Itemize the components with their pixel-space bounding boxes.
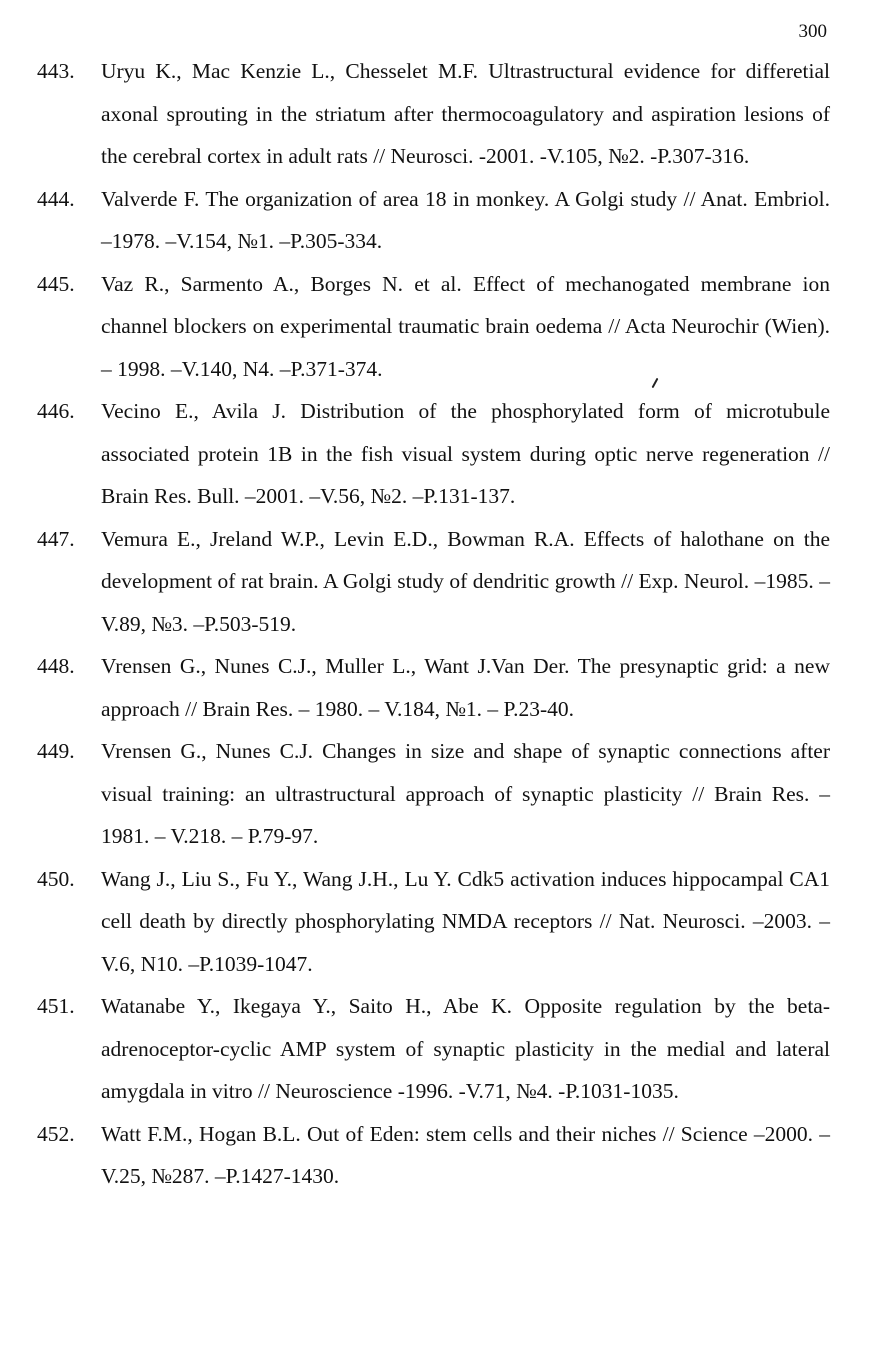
reference-number: 451. [37, 994, 75, 1018]
reference-text: Vecino E., Avila J. Distribution of the phosphorylated form of microtubule associated protein 1B in the fish visual system during optic nerve regeneration // Brain Res. Bull. –2001. –V.56, №2. –P.131-137. [101, 399, 830, 508]
reference-number: 449. [37, 739, 75, 763]
reference-number: 447. [37, 526, 75, 551]
reference-item [0, 390, 869, 518]
reference-number: 443. [37, 59, 75, 83]
reference-text: Valverde F. The organization of area 18 in monkey. A Golgi study // Anat. Embriol. –1978. –V.154, №1. –P.305-334. [101, 186, 830, 253]
reference-text: Vrensen G., Nunes C.J. Changes in size and shape of synaptic connections after visual training: an ultrastructural approach of synaptic plasticity // Brain Res. – 1981. – V.218. – P.79-97. [101, 739, 830, 848]
reference-item [0, 1113, 869, 1198]
reference-item [0, 50, 869, 178]
reference-number: 452. [37, 1121, 75, 1146]
reference-text: Vaz R., Sarmento A., Borges N. et al. Effect of mechanogated membrane ion channel blockers on experimental traumatic brain oedema // Acta Neurochir (Wien). – 1998. –V.140, N4. –P.371-374. [101, 271, 830, 381]
reference-number: 448. [37, 654, 75, 678]
reference-number: 446. [37, 399, 75, 423]
reference-list [0, 50, 869, 1198]
reference-item [0, 858, 869, 986]
reference-text: Watanabe Y., Ikegaya Y., Saito H., Abe K. Opposite regulation by the beta-adrenoceptor-cyclic AMP system of synaptic plasticity in the medial and lateral amygdala in vitro // Neuroscience -1996. -V.71, №4. -P.1031-1035. [101, 994, 830, 1103]
reference-item [0, 985, 869, 1113]
reference-text: Uryu K., Mac Kenzie L., Chesselet M.F. Ultrastructural evidence for differetial axonal sprouting in the striatum after thermocoagulatory and aspiration lesions of the cerebral cortex in adult rats // Neurosci. -2001. -V.105, №2. -P.307-316. [101, 59, 830, 168]
reference-number: 445. [37, 271, 75, 296]
reference-text: Watt F.M., Hogan B.L. Out of Eden: stem cells and their niches // Science –2000. –V.25, №287. –P.1427-1430. [101, 1121, 830, 1188]
reference-item [0, 645, 869, 730]
reference-text: Vemura E., Jreland W.P., Levin E.D., Bowman R.A. Effects of halothane on the development of rat brain. A Golgi study of dendritic growth // Exp. Neurol. –1985. –V.89, №3. –P.503-519. [101, 526, 830, 636]
reference-item [0, 263, 869, 391]
page-number: 300 [798, 21, 827, 42]
reference-text: Wang J., Liu S., Fu Y., Wang J.H., Lu Y. Cdk5 activation induces hippocampal CA1 cell death by directly phosphorylating NMDA receptors // Nat. Neurosci. –2003. –V.6, N10. –P.1039-1047. [101, 866, 830, 976]
reference-item [0, 518, 869, 646]
reference-text: Vrensen G., Nunes C.J., Muller L., Want J.Van Der. The presynaptic grid: a new approach // Brain Res. – 1980. – V.184, №1. – P.23-40. [101, 654, 830, 721]
reference-number: 450. [37, 866, 75, 891]
reference-number: 444. [37, 186, 75, 211]
reference-item [0, 178, 869, 263]
reference-item [0, 730, 869, 858]
